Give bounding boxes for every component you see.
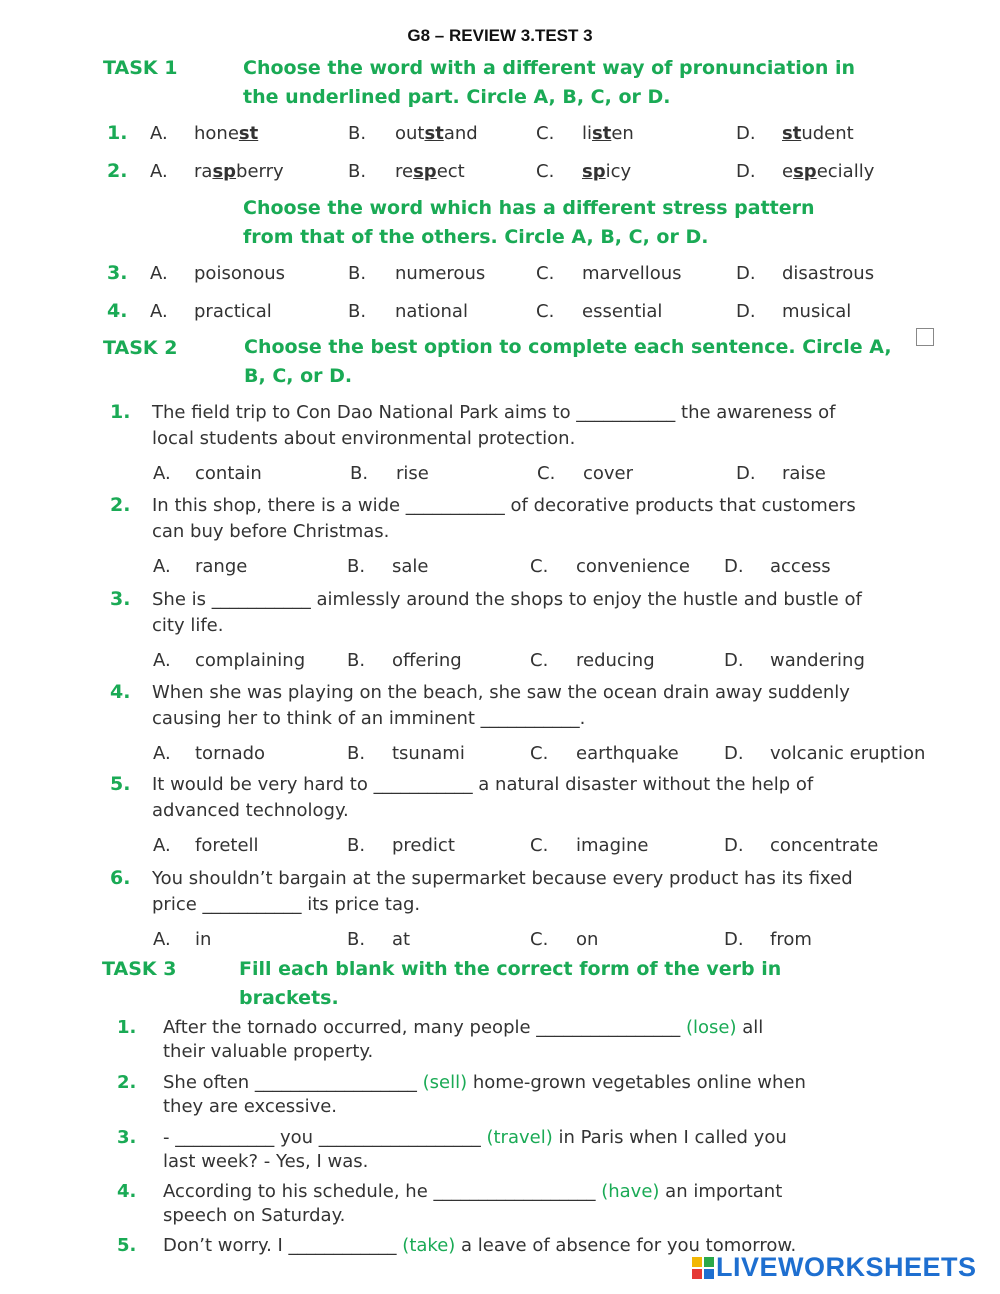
t2-q4-number: 4. bbox=[110, 681, 131, 703]
question-line: In this shop, there is a wide ___________ of decorative products that customers bbox=[152, 495, 856, 516]
question-line bbox=[163, 1016, 763, 1040]
option-letter: A. bbox=[153, 929, 171, 950]
t1-q2-option-d[interactable]: especially bbox=[782, 161, 875, 182]
task1-instruction-2: Choose the word which has a different stress pattern from that of the others. Circle A, B, C, or D. bbox=[243, 197, 815, 248]
t2-q2-option-a[interactable]: range bbox=[195, 556, 248, 577]
t2-q4-option-a[interactable]: tornado bbox=[195, 743, 266, 764]
option-letter: C. bbox=[536, 301, 555, 322]
option-letter: C. bbox=[536, 123, 555, 144]
t3-q2-number: 2. bbox=[117, 1072, 137, 1093]
t2-q3-option-b[interactable]: offering bbox=[392, 650, 462, 671]
t1-q1-option-c[interactable]: listen bbox=[582, 123, 634, 144]
t3-q3-text bbox=[163, 1126, 787, 1174]
task2-label: TASK 2 bbox=[103, 337, 178, 359]
task3-instruction: Fill each blank with the correct form of the verb in brackets. bbox=[239, 958, 782, 1009]
task1-label: TASK 1 bbox=[103, 57, 178, 79]
option-letter: A. bbox=[150, 301, 168, 322]
option-letter: D. bbox=[736, 301, 756, 322]
task1-instruction-1: Choose the word with a different way of pronunciation in the underlined part. Circle A, B, C, or D. bbox=[243, 57, 856, 108]
t2-q6-option-b[interactable]: at bbox=[392, 929, 411, 950]
option-letter: D. bbox=[736, 161, 756, 182]
t1-q2-option-a[interactable]: raspberry bbox=[194, 161, 284, 182]
liveworksheets-logo-icon bbox=[692, 1257, 714, 1279]
question-line: It would be very hard to ___________ a natural disaster without the help of bbox=[152, 774, 814, 795]
t2-q1-text bbox=[152, 400, 835, 452]
t2-q2-option-d[interactable]: access bbox=[770, 556, 831, 577]
t2-q5-option-d[interactable]: concentrate bbox=[770, 835, 879, 856]
task2-instruction: Choose the best option to complete each sentence. Circle A, B, C, or D. bbox=[244, 336, 892, 387]
option-letter: C. bbox=[537, 463, 556, 484]
t3-q3-number: 3. bbox=[117, 1127, 137, 1148]
checkbox-icon[interactable] bbox=[916, 328, 934, 346]
question-prefix: She often __________________ bbox=[163, 1072, 423, 1093]
t3-q4-number: 4. bbox=[117, 1181, 137, 1202]
option-letter: C. bbox=[536, 161, 555, 182]
t2-q3-option-c[interactable]: reducing bbox=[576, 650, 655, 671]
question-line: The field trip to Con Dao National Park aims to ___________ the awareness of bbox=[152, 402, 836, 423]
option-letter: A. bbox=[150, 263, 168, 284]
option-letter: C. bbox=[530, 929, 549, 950]
t2-q4-option-d[interactable]: volcanic eruption bbox=[770, 743, 926, 764]
t2-q4-text bbox=[152, 680, 850, 732]
option-letter: D. bbox=[736, 463, 756, 484]
option-letter: D. bbox=[736, 263, 756, 284]
t2-q5-option-a[interactable]: foretell bbox=[195, 835, 259, 856]
t1-q1-option-d[interactable]: student bbox=[782, 123, 854, 144]
option-letter: D. bbox=[724, 556, 744, 577]
question-line: advanced technology. bbox=[152, 800, 349, 821]
verb-hint: (travel) bbox=[486, 1127, 553, 1148]
t1-q3-number: 3. bbox=[107, 262, 128, 284]
page-title: G8 – REVIEW 3.TEST 3 bbox=[407, 26, 593, 45]
option-letter: A. bbox=[153, 463, 171, 484]
question-line bbox=[163, 1071, 806, 1095]
t2-q3-number: 3. bbox=[110, 588, 131, 610]
question-line: they are excessive. bbox=[163, 1096, 338, 1117]
option-letter: A. bbox=[150, 123, 168, 144]
question-line: can buy before Christmas. bbox=[152, 521, 390, 542]
option-letter: A. bbox=[153, 743, 171, 764]
t2-q5-option-c[interactable]: imagine bbox=[576, 835, 649, 856]
t2-q6-text bbox=[152, 866, 853, 918]
t2-q2-number: 2. bbox=[110, 494, 131, 516]
question-line: their valuable property. bbox=[163, 1041, 374, 1062]
t2-q5-number: 5. bbox=[110, 773, 131, 795]
option-letter: B. bbox=[350, 463, 369, 484]
t1-q4-option-d[interactable]: musical bbox=[782, 301, 852, 322]
option-letter: A. bbox=[153, 835, 171, 856]
t2-q4-option-b[interactable]: tsunami bbox=[392, 743, 465, 764]
option-letter: B. bbox=[347, 835, 366, 856]
option-letter: B. bbox=[348, 123, 367, 144]
question-suffix: home-grown vegetables online when bbox=[467, 1072, 806, 1093]
question-line: You shouldn’t bargain at the supermarket because every product has its fixed bbox=[152, 868, 853, 889]
option-letter: A. bbox=[153, 556, 171, 577]
option-letter: D. bbox=[724, 929, 744, 950]
t2-q6-option-c[interactable]: on bbox=[576, 929, 599, 950]
option-letter: A. bbox=[150, 161, 168, 182]
option-letter: B. bbox=[347, 743, 366, 764]
question-line: local students about environmental protection. bbox=[152, 428, 576, 449]
t1-q2-option-b[interactable]: respect bbox=[395, 161, 465, 182]
t2-q6-option-a[interactable]: in bbox=[195, 929, 212, 950]
question-line: When she was playing on the beach, she saw the ocean drain away suddenly bbox=[152, 682, 850, 703]
t1-q4-number: 4. bbox=[107, 300, 128, 322]
t1-q3-option-b[interactable]: numerous bbox=[395, 263, 486, 284]
t1-q4-option-c[interactable]: essential bbox=[582, 301, 663, 322]
option-letter: D. bbox=[724, 650, 744, 671]
t2-q1-option-d[interactable]: raise bbox=[782, 463, 826, 484]
liveworksheets-logo: LIVEWORKSHEETS bbox=[692, 1252, 977, 1283]
t2-q6-number: 6. bbox=[110, 867, 131, 889]
question-prefix: - ___________ you __________________ bbox=[163, 1127, 487, 1148]
option-letter: C. bbox=[530, 650, 549, 671]
t1-q4-option-b[interactable]: national bbox=[395, 301, 468, 322]
t1-q2-number: 2. bbox=[107, 160, 128, 182]
t1-q1-option-b[interactable]: outstand bbox=[395, 123, 478, 144]
option-letter: D. bbox=[736, 123, 756, 144]
option-letter: B. bbox=[348, 301, 367, 322]
option-letter: C. bbox=[530, 743, 549, 764]
question-prefix: After the tornado occurred, many people ________________ bbox=[163, 1017, 687, 1038]
question-line: causing her to think of an imminent ___________. bbox=[152, 708, 586, 729]
t1-q3-option-a[interactable]: poisonous bbox=[194, 263, 286, 284]
question-suffix: a leave of absence for you tomorrow. bbox=[455, 1235, 797, 1256]
option-letter: D. bbox=[724, 743, 744, 764]
question-prefix: Don’t worry. I ____________ bbox=[163, 1235, 403, 1256]
t1-q2-option-c[interactable]: spicy bbox=[582, 161, 632, 182]
t2-q4-option-c[interactable]: earthquake bbox=[576, 743, 679, 764]
question-suffix: an important bbox=[659, 1181, 783, 1202]
question-line: last week? - Yes, I was. bbox=[163, 1151, 369, 1172]
t2-q3-option-a[interactable]: complaining bbox=[195, 650, 306, 671]
t2-q6-option-d[interactable]: from bbox=[770, 929, 812, 950]
question-line bbox=[163, 1180, 782, 1204]
question-line: price ___________ its price tag. bbox=[152, 894, 421, 915]
t2-q1-number: 1. bbox=[110, 401, 131, 423]
t2-q2-option-b[interactable]: sale bbox=[392, 556, 429, 577]
task3-label: TASK 3 bbox=[102, 958, 177, 980]
t2-q5-option-b[interactable]: predict bbox=[392, 835, 455, 856]
question-prefix: According to his schedule, he __________________ bbox=[163, 1181, 602, 1202]
option-letter: C. bbox=[530, 556, 549, 577]
question-line: city life. bbox=[152, 615, 224, 636]
question-line: speech on Saturday. bbox=[163, 1205, 346, 1226]
t1-q3-option-d[interactable]: disastrous bbox=[782, 263, 875, 284]
t3-q1-number: 1. bbox=[117, 1017, 137, 1038]
question-suffix: all bbox=[736, 1017, 764, 1038]
t2-q2-option-c[interactable]: convenience bbox=[576, 556, 690, 577]
option-letter: C. bbox=[530, 835, 549, 856]
option-letter: B. bbox=[348, 161, 367, 182]
option-letter: B. bbox=[347, 556, 366, 577]
verb-hint: (take) bbox=[402, 1235, 456, 1256]
option-letter: A. bbox=[153, 650, 171, 671]
verb-hint: (lose) bbox=[686, 1017, 737, 1038]
t2-q3-text bbox=[152, 587, 862, 639]
option-letter: B. bbox=[347, 650, 366, 671]
t2-q3-option-d[interactable]: wandering bbox=[770, 650, 865, 671]
question-line: She is ___________ aimlessly around the shops to enjoy the hustle and bustle of bbox=[152, 589, 862, 610]
question-suffix: in Paris when I called you bbox=[552, 1127, 787, 1148]
question-line bbox=[163, 1126, 787, 1150]
option-letter: C. bbox=[536, 263, 555, 284]
t2-q1-option-b[interactable]: rise bbox=[396, 463, 429, 484]
t3-q5-number: 5. bbox=[117, 1235, 137, 1256]
t1-q1-option-a[interactable]: honest bbox=[194, 123, 259, 144]
t2-q1-option-a[interactable]: contain bbox=[195, 463, 262, 484]
option-letter: D. bbox=[724, 835, 744, 856]
verb-hint: (have) bbox=[601, 1181, 660, 1202]
t1-q4-option-a[interactable]: practical bbox=[194, 301, 272, 322]
option-letter: B. bbox=[347, 929, 366, 950]
t3-q4-text bbox=[163, 1180, 782, 1228]
t2-q2-text bbox=[152, 493, 856, 545]
verb-hint: (sell) bbox=[422, 1072, 468, 1093]
t3-q2-text bbox=[163, 1071, 806, 1119]
t3-q1-text bbox=[163, 1016, 763, 1064]
t1-q3-option-c[interactable]: marvellous bbox=[582, 263, 682, 284]
option-letter: B. bbox=[348, 263, 367, 284]
t2-q1-option-c[interactable]: cover bbox=[583, 463, 634, 484]
t2-q5-text bbox=[152, 772, 813, 824]
t1-q1-number: 1. bbox=[107, 122, 128, 144]
